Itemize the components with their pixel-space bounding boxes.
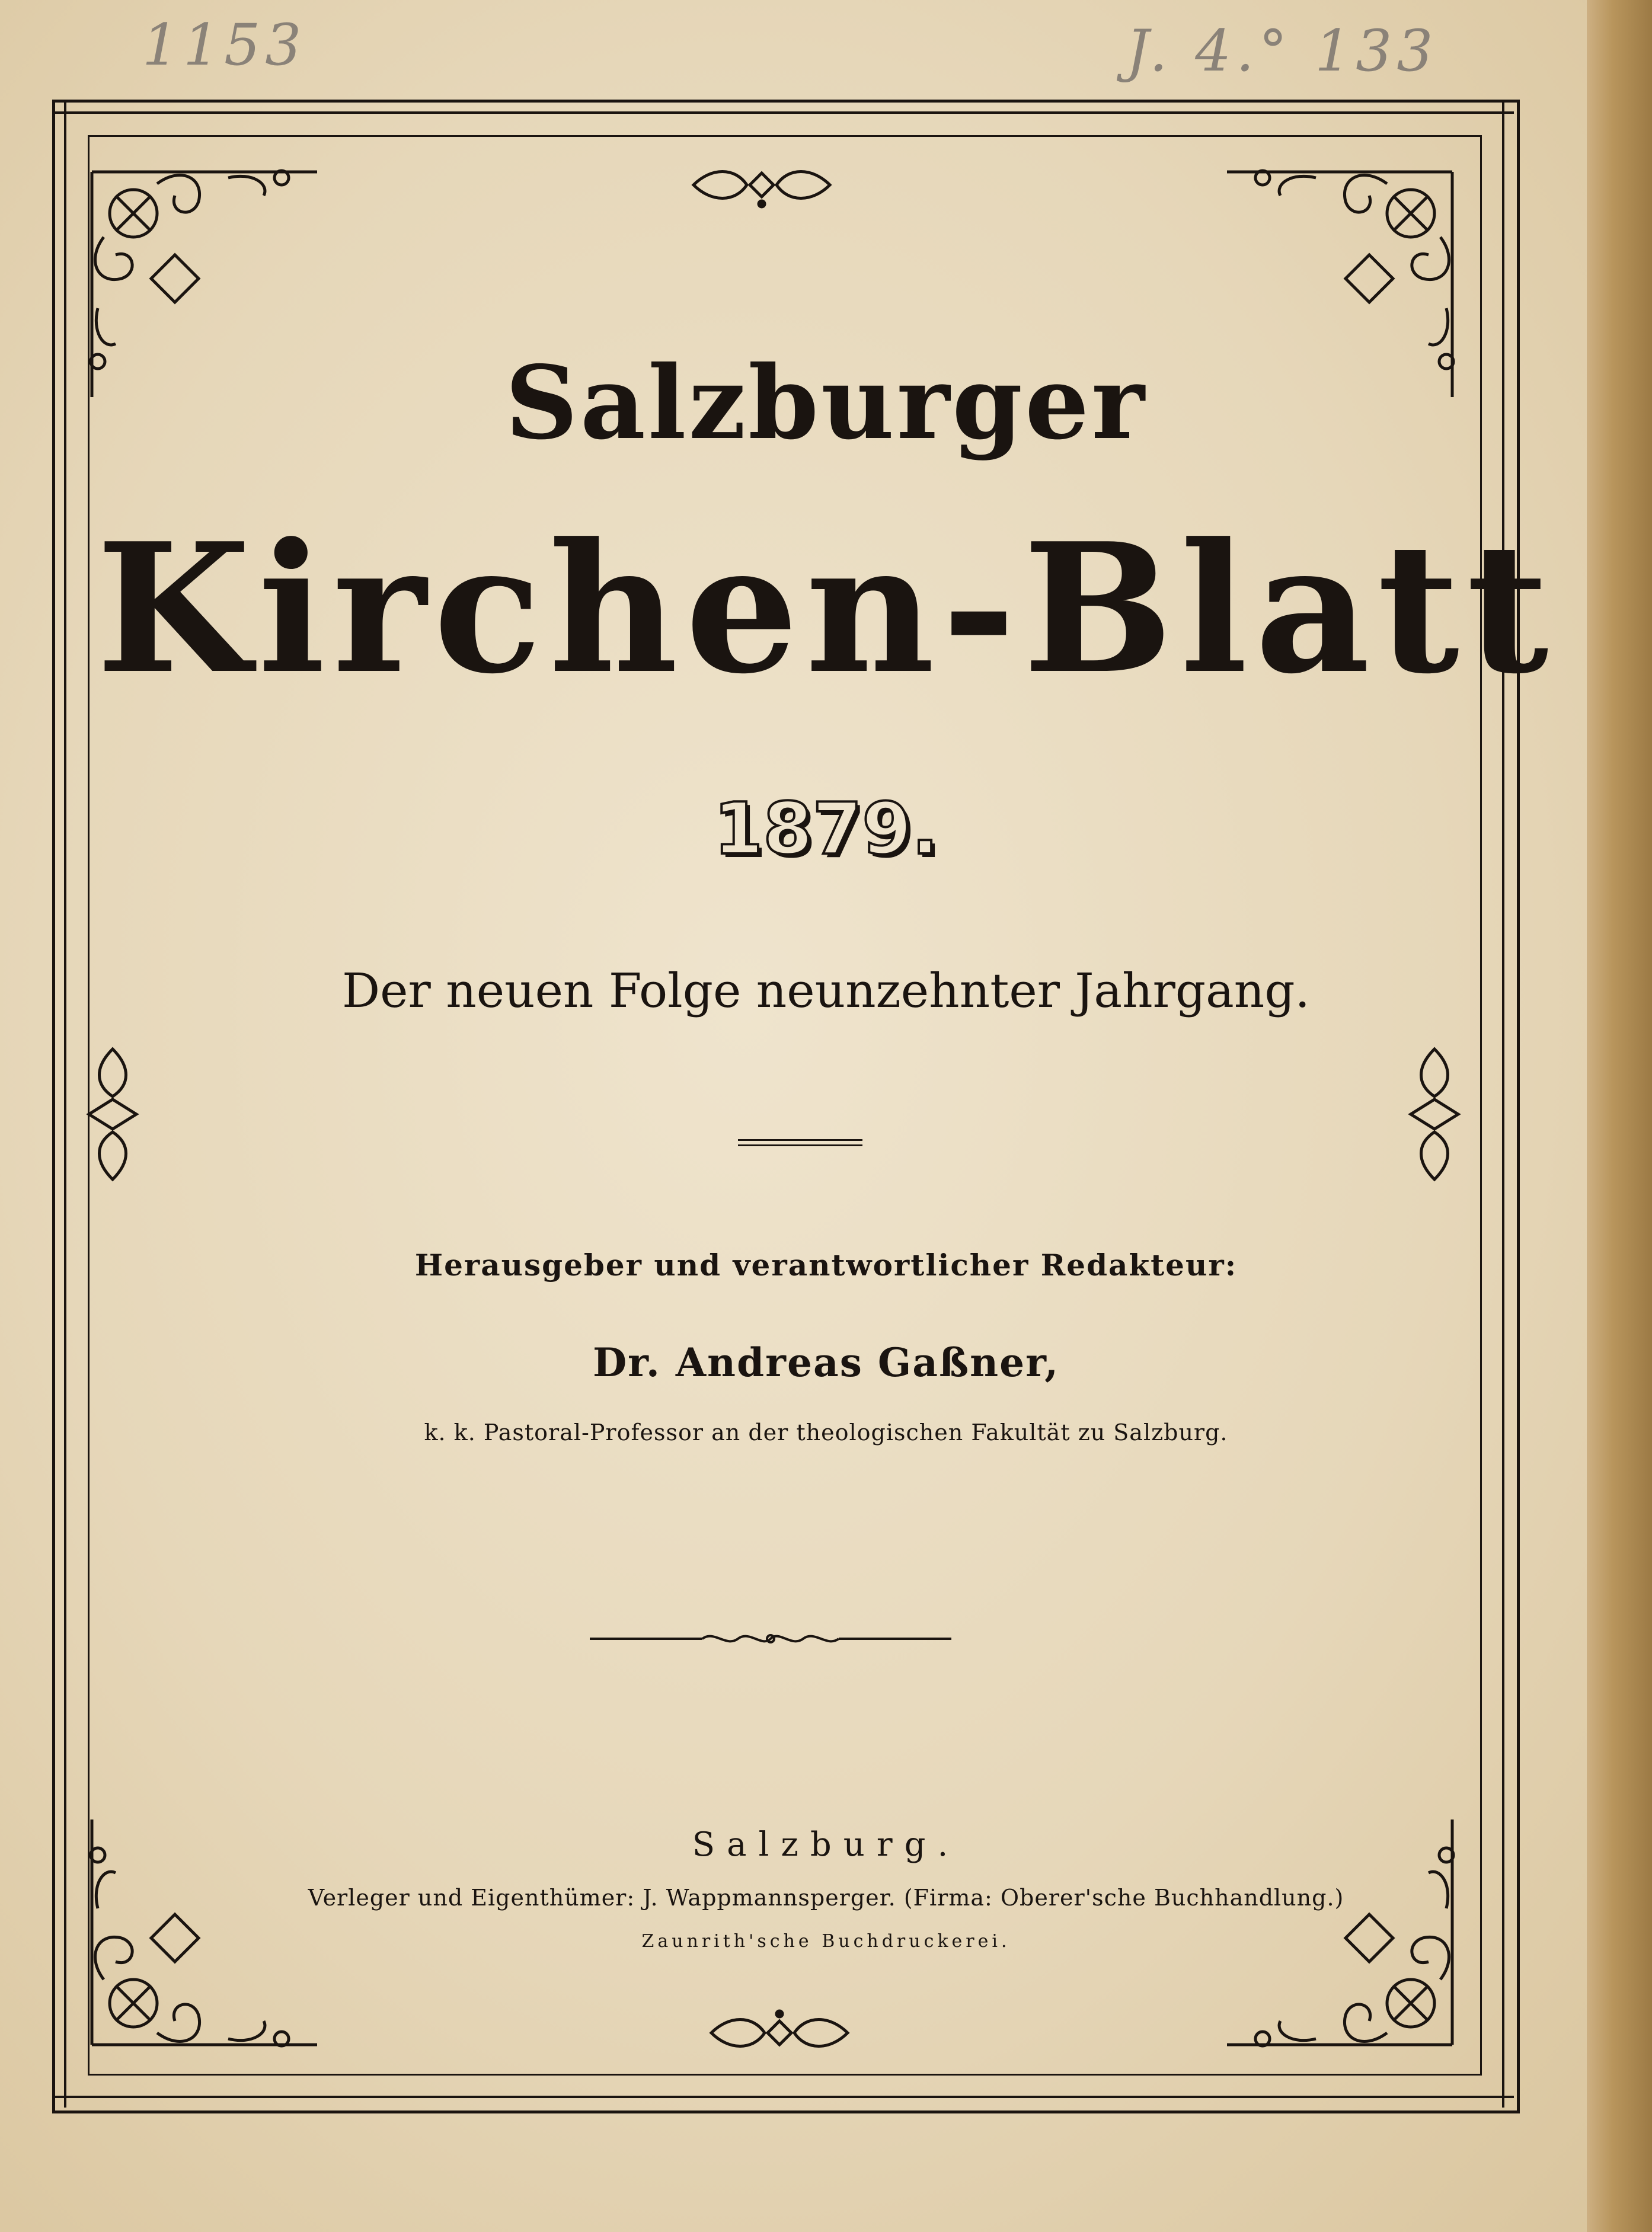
- right-side-ornament: [1405, 1043, 1464, 1185]
- bottom-center-ornament: [705, 2009, 854, 2057]
- subtitle: Der neuen Folge neunzehnter Jahrgang.: [342, 963, 1310, 1018]
- imprint-place: Salzburg.: [692, 1825, 960, 1864]
- title-line-1: Salzburger: [505, 344, 1147, 462]
- title-line-2: Kirchen-Blatt: [96, 504, 1556, 713]
- divider-rule: [738, 1139, 862, 1146]
- editor-name: Dr. Andreas Gaßner,: [592, 1339, 1060, 1386]
- imprint-publisher: Verleger und Eigenthümer: J. Wappmannsperger. (Firma: Oberer'sche Buchhandlung.): [308, 1885, 1344, 1911]
- border-rule-bottom: [52, 2096, 1514, 2098]
- editor-affiliation: k. k. Pastoral-Professor an der theologischen Fakultät zu Salzburg.: [424, 1419, 1228, 1446]
- top-center-ornament: [688, 161, 836, 209]
- border-rule-top: [52, 111, 1514, 114]
- manuscript-note-left: 1153: [142, 12, 306, 78]
- manuscript-note-right: J. 4.° 133: [1126, 18, 1438, 84]
- left-side-ornament: [83, 1043, 142, 1185]
- editor-role: Herausgeber und verantwortlicher Redakteur:: [414, 1248, 1238, 1283]
- ornamental-rule: [584, 1627, 957, 1651]
- year: 1879.: [713, 788, 939, 871]
- imprint-printer: Zaunrith'sche Buchdruckerei.: [641, 1931, 1011, 1952]
